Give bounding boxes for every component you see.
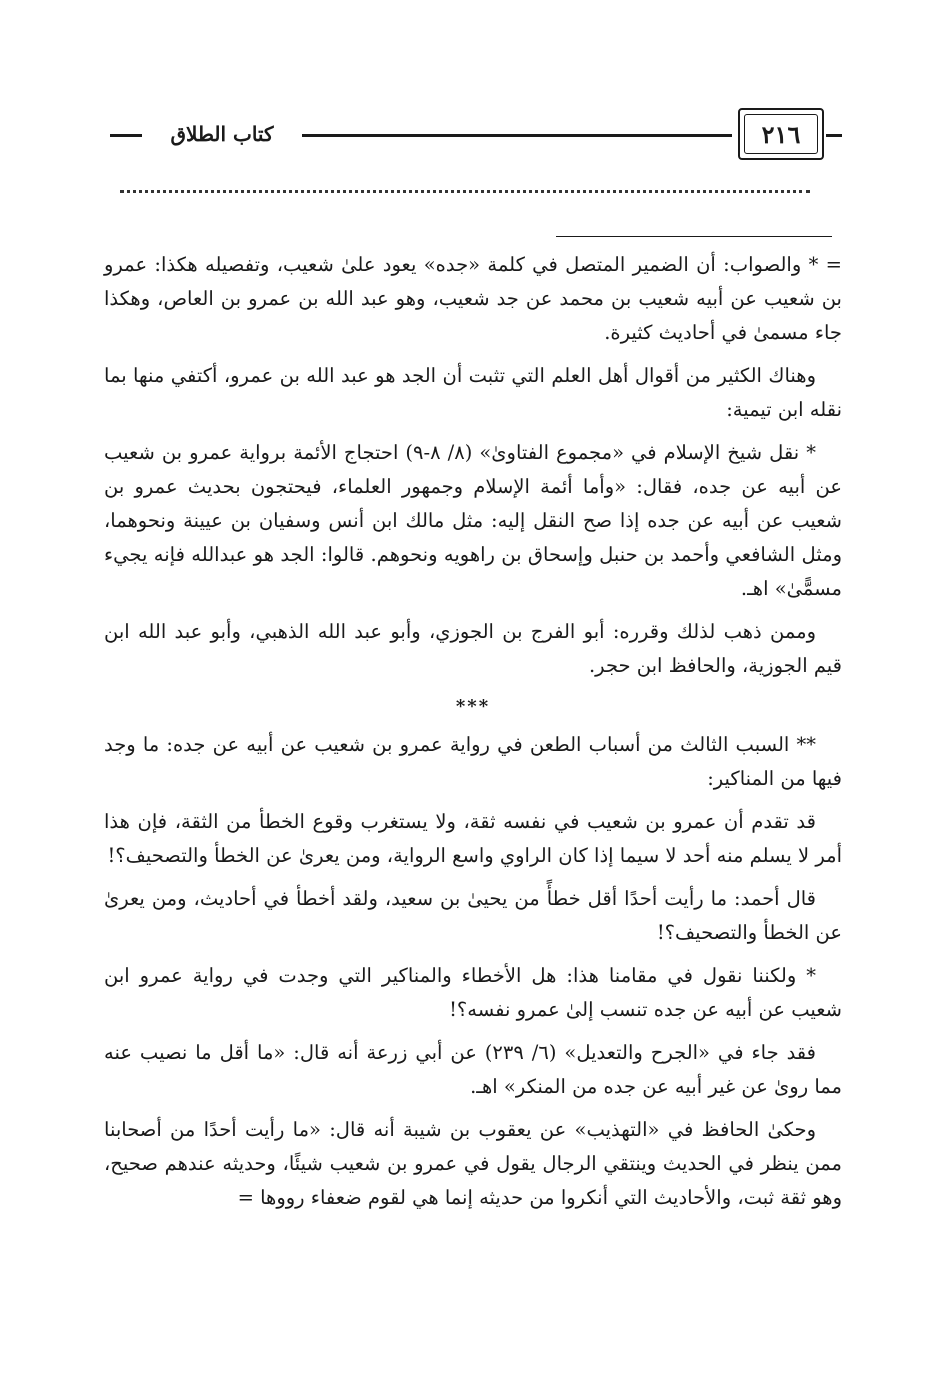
paragraph: وممن ذهب لذلك وقرره: أبو الفرج بن الجوزي، وأبو عبد الله الذهبي، وأبو عبد الله ابن قيم الجوزية، والحافظ ابن حجر. bbox=[104, 620, 842, 677]
book-title: كتاب الطلاق bbox=[170, 122, 274, 146]
paragraph: فقد جاء في «الجرح والتعديل» (٦/ ٢٣٩) عن أبي زرعة أنه قال: «ما أقل ما نصيب عنه مما روىٰ عن غير أبيه عن جده من المنكر» اهـ. bbox=[104, 1041, 842, 1098]
paragraph: قال أحمد: ما رأيت أحدًا أقل خطأً من يحيىٰ بن سعيد، ولقد أخطأ في أحاديث، ومن يعرىٰ عن الخطأ والتصحيف؟! bbox=[104, 887, 842, 944]
header-rule-left bbox=[110, 134, 142, 137]
page-number: ٢١٦ bbox=[744, 114, 818, 154]
header-rule-right bbox=[826, 134, 842, 137]
paragraph: وحكىٰ الحافظ في «التهذيب» عن يعقوب بن شيبة أنه قال: «ما رأيت أحدًا من أصحابنا ممن ينظر في الحديث وينتقي الرجال يقول في عمرو بن شعيب شيئًا، وحديثه عندهم صحيح، وهو ثقة ثبت، والأحاديث التي أنكروا من حديثه إنما هي لقوم ضعفاء رووها = bbox=[104, 1118, 842, 1209]
page-number-frame bbox=[738, 108, 824, 160]
header-rule-middle bbox=[302, 134, 732, 137]
section-separator: *** bbox=[455, 696, 491, 717]
paragraph: ** السبب الثالث من أسباب الطعن في رواية عمرو بن شعيب عن أبيه عن جده: ما وجد فيها من المناكير: bbox=[104, 733, 842, 790]
paragraph: قد تقدم أن عمرو بن شعيب في نفسه ثقة، ولا يستغرب وقوع الخطأ من الثقة، فإن هذا أمر لا يسلم منه أحد لا سيما إذا كان الراوي واسع الرواية، ومن يعرىٰ عن الخطأ والتصحيف؟! bbox=[104, 810, 842, 867]
dotted-divider bbox=[120, 190, 810, 193]
page-body bbox=[104, 248, 842, 1224]
paragraph: * ولكننا نقول في مقامنا هذا: هل الأخطاء والمناكير التي وجدت في رواية عمرو ابن شعيب عن أبيه عن جده تنسب إلىٰ عمرو نفسه؟! bbox=[104, 964, 842, 1021]
footnote-rule bbox=[556, 236, 832, 237]
paragraph: وهناك الكثير من أقوال أهل العلم التي تثبت أن الجد هو عبد الله بن عمرو، أكتفي منها بما نقله ابن تيمية: bbox=[104, 364, 842, 421]
page-header bbox=[110, 108, 838, 164]
paragraph: * نقل شيخ الإسلام في «مجموع الفتاوىٰ» (٨/ ٨-٩) احتجاج الأئمة برواية عمرو بن شعيب عن أبيه عن جده، فقال: «وأما أئمة الإسلام وجمهور العلماء، فيحتجون بحديث عمرو بن شعيب عن أبيه عن جده إذا صح النقل إليه: مثل مالك ابن أنس وسفيان بن عيينة ونحوهما، ومثل الشافعي وأحمد بن حنبل وإسحاق بن راهويه ونحوهم. قالوا: الجد هو عبدالله فإنه يجيء مسمًّىٰ» اهـ. bbox=[104, 441, 842, 600]
paragraph: = * والصواب: أن الضمير المتصل في كلمة «جده» يعود علىٰ شعيب، وتفصيله هكذا: عمرو بن شعيب عن أبيه شعيب بن محمد عن جد شعيب، وهو عبد الله بن عمرو بن العاص، وهكذا جاء مسمىٰ في أحاديث كثيرة. bbox=[104, 253, 842, 344]
